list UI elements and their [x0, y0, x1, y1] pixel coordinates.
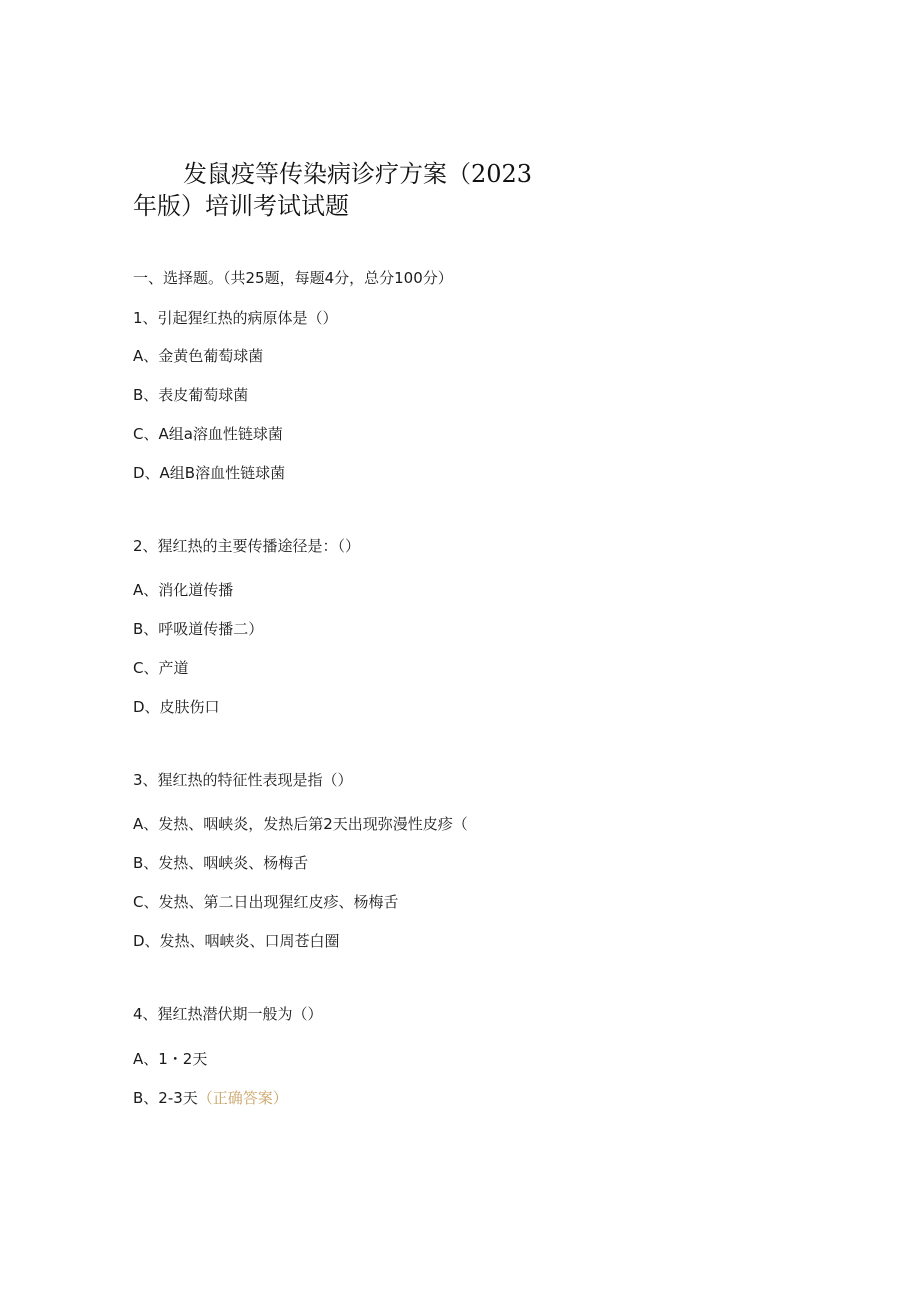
question-2-option-b: B、呼吸道传播二）	[133, 620, 264, 638]
correct-answer-note: （正确答案）	[197, 1089, 288, 1107]
question-3-option-a: A、发热、咽峡炎，发热后第2天出现弥漫性皮疹（	[133, 815, 468, 833]
question-4-option-b	[133, 1088, 288, 1108]
question-2-option-a: A、消化道传播	[133, 581, 234, 599]
question-4-option-b-text: B、2-3天	[133, 1089, 198, 1107]
question-4-stem: 4、猩红热潜伏期一般为（）	[133, 1005, 323, 1023]
question-3-option-d: D、发热、咽峡炎、口周苍白圈	[133, 932, 340, 950]
question-1-option-c: C、A组a溶血性链球菌	[133, 425, 283, 443]
question-2-option-c: C、产道	[133, 659, 189, 677]
section-heading: 一、选择题。（共25题，每题4分，总分100分）	[133, 269, 453, 287]
title-line-1: 发鼠疫等传染病诊疗方案（2023	[183, 160, 533, 188]
question-1-option-d: D、A组B溶血性链球菌	[133, 464, 286, 482]
question-3-stem: 3、猩红热的特征性表现是指（）	[133, 771, 353, 789]
document-title	[133, 158, 553, 222]
question-1-option-a: A、金黄色葡萄球菌	[133, 347, 264, 365]
question-2-stem: 2、猩红热的主要传播途径是：（）	[133, 537, 361, 555]
question-3-option-b: B、发热、咽峡炎、杨梅舌	[133, 854, 309, 872]
question-1-stem: 1、引起猩红热的病原体是（）	[133, 309, 338, 327]
question-1-option-b: B、表皮葡萄球菌	[133, 386, 249, 404]
question-2-option-d: D、皮肤伤口	[133, 698, 220, 716]
question-4-option-a: A、1・2天	[133, 1050, 208, 1068]
question-3-option-c: C、发热、第二日出现猩红皮疹、杨梅舌	[133, 893, 399, 911]
title-line-2: 年版）培训考试试题	[133, 192, 349, 220]
